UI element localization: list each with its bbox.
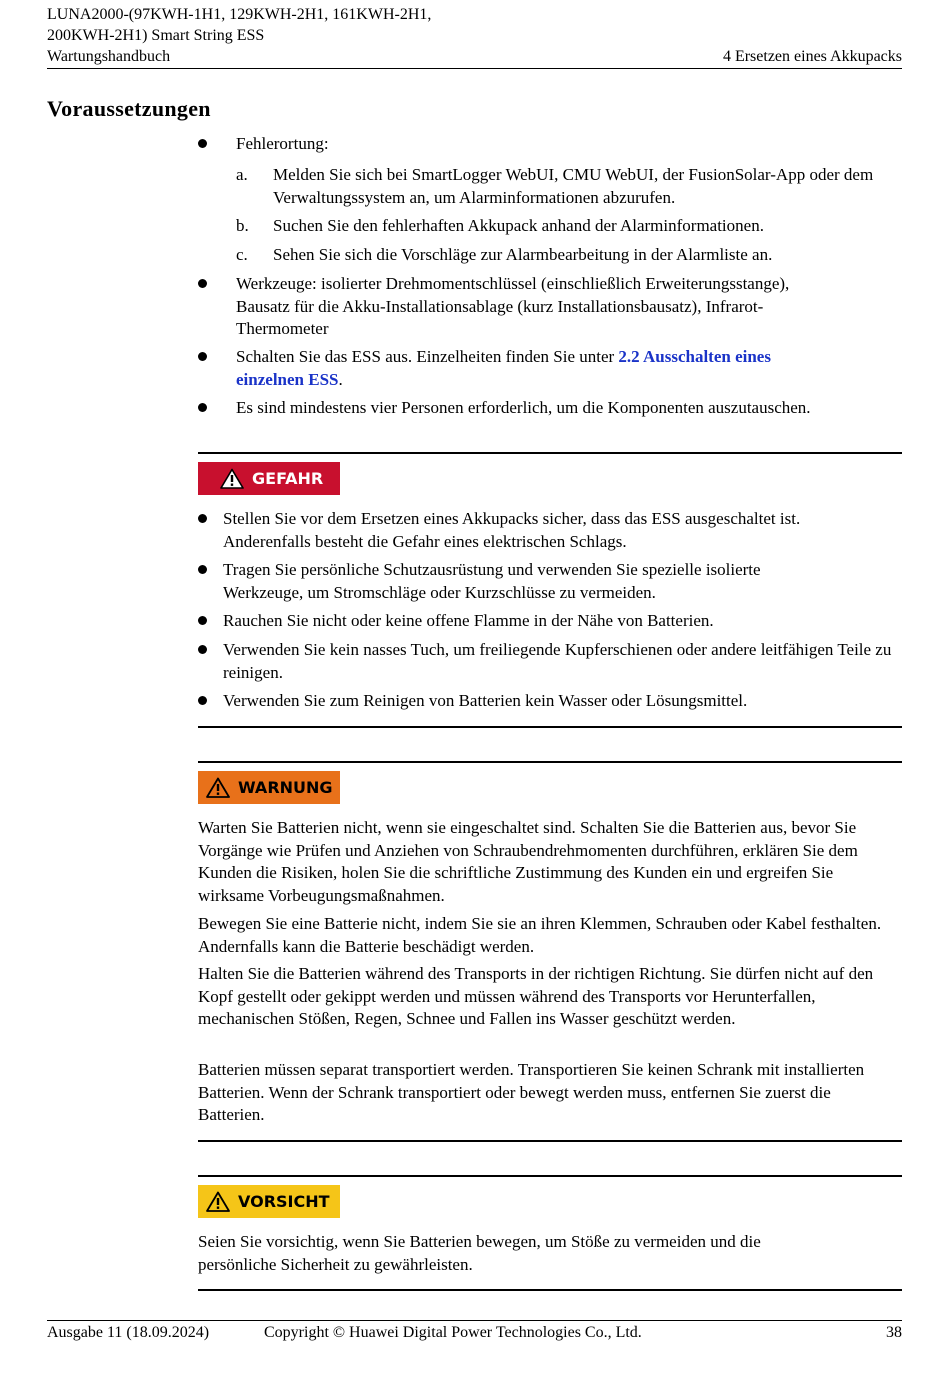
prereq-personnel: Es sind mindestens vier Personen erforderlich, um die Komponenten auszutauschen. xyxy=(236,398,811,417)
danger-item: Stellen Sie vor dem Ersetzen eines Akkupacks sicher, dass das ESS ausgeschaltet ist. Anderenfalls besteht die Gefahr eines elektrischen Schlags. xyxy=(223,509,801,551)
warning-paragraph: Bewegen Sie eine Batterie nicht, indem Sie sie an ihren Klemmen, Schrauben oder Kabel festhalten. Andernfalls kann die Batterie beschädigt werden. xyxy=(198,914,882,956)
caution-label: VORSICHT xyxy=(238,1192,330,1211)
header-product-line1: LUNA2000-(97KWH-1H1, 129KWH-2H1, 161KWH-2H1, xyxy=(47,6,432,23)
warning-paragraph: Batterien müssen separat transportiert werden. Transportieren Sie keinen Schrank mit installierten Batterien. Wenn der Schrank transportiert oder bewegt werden muss, entfernen Sie zuerst die Batterien. xyxy=(198,1060,865,1124)
header-chapter: 4 Ersetzen eines Akkupacks xyxy=(722,48,902,65)
bullet-dot xyxy=(198,514,207,523)
warning-triangle-icon xyxy=(206,777,230,798)
sub-letter-b: b. xyxy=(236,216,249,235)
footer-edition: Ausgabe 11 (18.09.2024) xyxy=(47,1324,210,1341)
danger-item: Rauchen Sie nicht oder keine offene Flamme in der Nähe von Batterien. xyxy=(223,611,714,630)
caution-badge xyxy=(198,1185,340,1218)
prereq-power-off xyxy=(236,346,836,391)
warning-triangle-icon xyxy=(220,468,244,489)
sub-letter-a: a. xyxy=(236,165,248,184)
warning-paragraph: Halten Sie die Batterien während des Transports in der richtigen Richtung. Sie dürfen nicht auf den Kopf gestellt oder gekippt werden und müssen während des Transports vor Herunterfallen, mechanischen Stößen, Regen, Schnee und Fallen ins Wasser geschützt werden. xyxy=(198,964,874,1028)
footer-rule xyxy=(47,1320,902,1321)
section-title: Voraussetzungen xyxy=(47,96,211,121)
link-shutdown-ess[interactable]: 2.2 Ausschalten eines einzelnen ESS xyxy=(236,347,771,389)
footer-page-number: 38 xyxy=(886,1324,902,1341)
footer-copyright: Copyright © Huawei Digital Power Technologies Co., Ltd. xyxy=(264,1324,642,1341)
danger-label: GEFAHR xyxy=(252,469,324,488)
sub-item-a: Melden Sie sich bei SmartLogger WebUI, CMU WebUI, der FusionSolar-App oder dem Verwaltungssystem an, um Alarminformationen abzurufen. xyxy=(273,165,874,207)
prereq-power-off-end: . xyxy=(338,369,343,389)
bullet-dot xyxy=(198,616,207,625)
warning-top-rule xyxy=(198,761,902,763)
bullet-dot xyxy=(198,696,207,705)
danger-item: Verwenden Sie kein nasses Tuch, um freiliegende Kupferschienen oder andere leitfähigen Teile zu reinigen. xyxy=(223,640,892,682)
sub-item-c: Sehen Sie sich die Vorschläge zur Alarmbearbeitung in der Alarmliste an. xyxy=(273,245,773,264)
caution-paragraph: Seien Sie vorsichtig, wenn Sie Batterien bewegen, um Stöße zu vermeiden und die persönliche Sicherheit zu gewährleisten. xyxy=(198,1232,761,1274)
caution-bottom-rule xyxy=(198,1289,902,1291)
header-product-line2: 200KWH-2H1) Smart String ESS xyxy=(47,27,265,44)
bullet-dot xyxy=(198,565,207,574)
warning-badge xyxy=(198,771,340,804)
prereq-fault-location: Fehlerortung: xyxy=(236,134,329,153)
bullet-dot xyxy=(198,352,207,361)
prereq-tools: Werkzeuge: isolierter Drehmomentschlüssel (einschließlich Erweiterungsstange), Bausatz für die Akku-Installationsablage (kurz Installationsbausatz), Infrarot-Thermometer xyxy=(236,274,790,338)
warning-label: WARNUNG xyxy=(238,778,333,797)
sub-item-b: Suchen Sie den fehlerhaften Akkupack anhand der Alarminformationen. xyxy=(273,216,764,235)
bullet-dot xyxy=(198,645,207,654)
danger-bottom-rule xyxy=(198,726,902,728)
danger-badge xyxy=(198,462,340,495)
warning-bottom-rule xyxy=(198,1140,902,1142)
bullet-dot xyxy=(198,279,207,288)
warning-triangle-icon xyxy=(206,1191,230,1212)
header-rule xyxy=(47,68,902,69)
caution-top-rule xyxy=(198,1175,902,1177)
danger-item: Verwenden Sie zum Reinigen von Batterien kein Wasser oder Lösungsmittel. xyxy=(223,691,748,710)
danger-top-rule xyxy=(198,452,902,454)
danger-item: Tragen Sie persönliche Schutzausrüstung und verwenden Sie spezielle isolierte Werkzeuge, um Stromschläge oder Kurzschlüsse zu vermeiden. xyxy=(223,560,761,602)
bullet-dot xyxy=(198,403,207,412)
sub-letter-c: c. xyxy=(236,245,248,264)
prereq-power-off-text: Schalten Sie das ESS aus. Einzelheiten finden Sie unter xyxy=(236,347,619,366)
header-manual-title: Wartungshandbuch xyxy=(47,48,171,65)
warning-paragraph: Warten Sie Batterien nicht, wenn sie eingeschaltet sind. Schalten Sie die Batterien aus, bevor Sie Vorgänge wie Prüfen und Anziehen von Schraubendrehmomenten durchführen, erklären Sie dem Kunden die Risiken, holen Sie die schriftliche Zustimmung des Kunden ein und ergreifen Sie wirksame Vorbeugungsmaßnahmen. xyxy=(198,818,858,905)
bullet-dot xyxy=(198,139,207,148)
